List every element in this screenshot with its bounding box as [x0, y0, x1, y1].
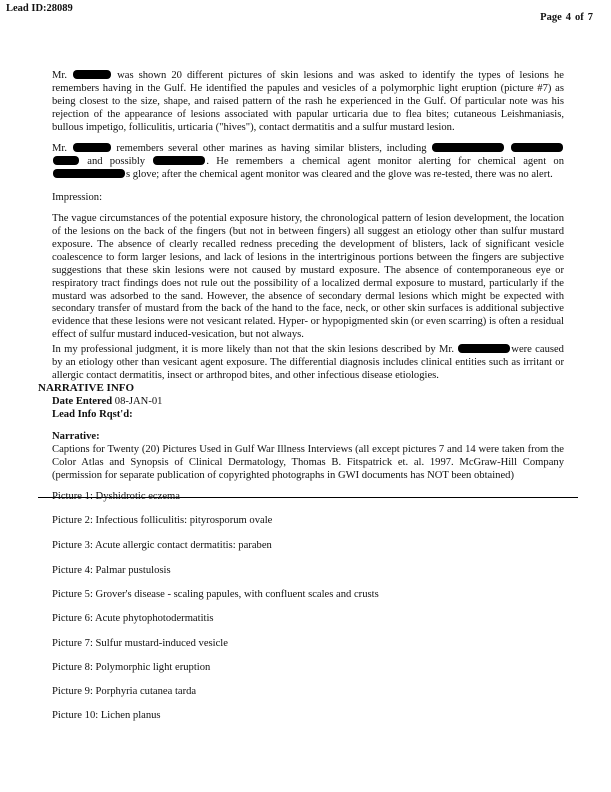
- date-entered-row: [52, 396, 162, 409]
- lead-info-label: Lead Info Rqst'd:: [52, 409, 133, 420]
- redaction-block: [73, 70, 111, 79]
- narrative-info-title: NARRATIVE INFO: [38, 382, 135, 394]
- page-label: Page: [540, 12, 562, 23]
- lead-id: Lead ID:28089: [6, 3, 73, 14]
- list-item: Picture 6: Acute phytophotodermatitis: [52, 613, 214, 624]
- para2-text-c: . He remembers a chemical agent monitor alerting for chemical agent on: [206, 155, 564, 167]
- redaction-block: [432, 143, 504, 152]
- list-item: Picture 3: Acute allergic contact dermatitis: paraben: [52, 540, 272, 551]
- impression-heading: Impression:: [52, 192, 103, 203]
- paragraph-judgment: [52, 344, 564, 383]
- date-entered-label: Date Entered: [52, 396, 113, 407]
- judgment-text-b: were caused by an etiology other than vesicant agent exposure. The differential diagnosis includes clinical entities such as irritant or allergic contact dermatitis, insect or arthropod bites, and other infectious disease etiologies.: [52, 344, 564, 381]
- page-of: of: [575, 12, 584, 23]
- list-item: Picture 8: Polymorphic light eruption: [52, 662, 211, 673]
- list-item: Picture 1: Dyshidrotic eczema: [52, 491, 180, 502]
- para2-prefix: Mr.: [52, 143, 68, 154]
- para1-text: was shown 20 different pictures of skin lesions and was asked to identify the types of lesions he remembers having in the Gulf. He identified the papules and vesicles of a polymorphic light eruption (picture #7) as being closest to the size, shape, and raised pattern of the rash he experienced in the Gulf. Of particular note was his rejection of the appearance of lesions associated with papular urticaria due to flea bites; cutaneous Leishmaniasis, bullous impetigo, folliculitis, urticaria ("hives"), contact dermatitis and a sulfur mustard lesion.: [52, 70, 564, 133]
- redaction-block: [53, 156, 79, 165]
- list-item: Picture 10: Lichen planus: [52, 710, 161, 721]
- impression-text: The vague circumstances of the potential exposure history, the chronological pattern of lesion development, the location of the lesions on the back of the fingers (but not in between fingers) all suggest an etiology other than sulfur mustard exposure. The absence of clearly recalled redness preceding the development of blisters, lack of significant vesicle coalescence to form larger lesions, and lack of lesions in the intertriginous portions between the fingers are subjective suggestions that these skin lesions were not caused by mustard exposure. The absence of contemporaneous eye or respiratory tract findings does not rule out the possibility of a localized dermal exposure to mustard, particularly if the mustard was adsorbed to the sand. However, the absence of secondary dermal lesions which might be expected with secondary transfer of mustard from the back of the hand to the face, neck, or other skin surfaces is additional subjective evidence that these lesions were not vesicant related. Hyper- or hypopigmented skin (or even scarring) is often a residual effect of sulfur mustard induced-vesication, but not always.: [52, 213, 564, 341]
- paragraph-other-marines: [52, 143, 564, 182]
- redaction-block: [511, 143, 563, 152]
- redaction-block: [53, 169, 125, 178]
- judgment-text-a: In my professional judgment, it is more likely than not that the skin lesions described by Mr.: [52, 344, 455, 355]
- para1-prefix: Mr.: [52, 70, 68, 81]
- para2-text-d: s glove; after the chemical agent monitor was cleared and the glove was re-tested, there was no alert.: [126, 168, 553, 180]
- paragraph-picture-identification: [52, 70, 564, 135]
- captions-intro: Captions for Twenty (20) Pictures Used in Gulf War Illness Interviews (all except pictures 7 and 14 were taken from the Color Atlas and Synopsis of Clinical Dermatology, Thomas B. Fitspatrick et. al. 1997. McGraw-Hill Company (permission for separate publication of copyrighted photographs in GWI documents has NOT been obtained): [52, 444, 564, 481]
- list-item: Picture 9: Porphyria cutanea tarda: [52, 686, 197, 697]
- list-item: Picture 4: Palmar pustulosis: [52, 565, 171, 576]
- list-item: Picture 2: Infectious folliculitis: pityrosporum ovale: [52, 515, 273, 526]
- para2-text-a: remembers several other marines as having similar blisters, including: [116, 143, 427, 154]
- para2-text-b: and possibly: [87, 155, 146, 167]
- redaction-block: [458, 344, 510, 353]
- page-total: 7: [587, 12, 593, 23]
- redaction-block: [153, 156, 205, 165]
- narrative-label: Narrative:: [52, 431, 100, 442]
- list-item: Picture 5: Grover's disease - scaling papules, with confluent scales and crusts: [52, 589, 379, 600]
- page-indicator: [536, 12, 593, 25]
- page-number: 4: [565, 12, 571, 23]
- list-item: Picture 7: Sulfur mustard-induced vesicle: [52, 638, 228, 649]
- date-entered-value: 08-JAN-01: [114, 396, 163, 407]
- redaction-block: [73, 143, 111, 152]
